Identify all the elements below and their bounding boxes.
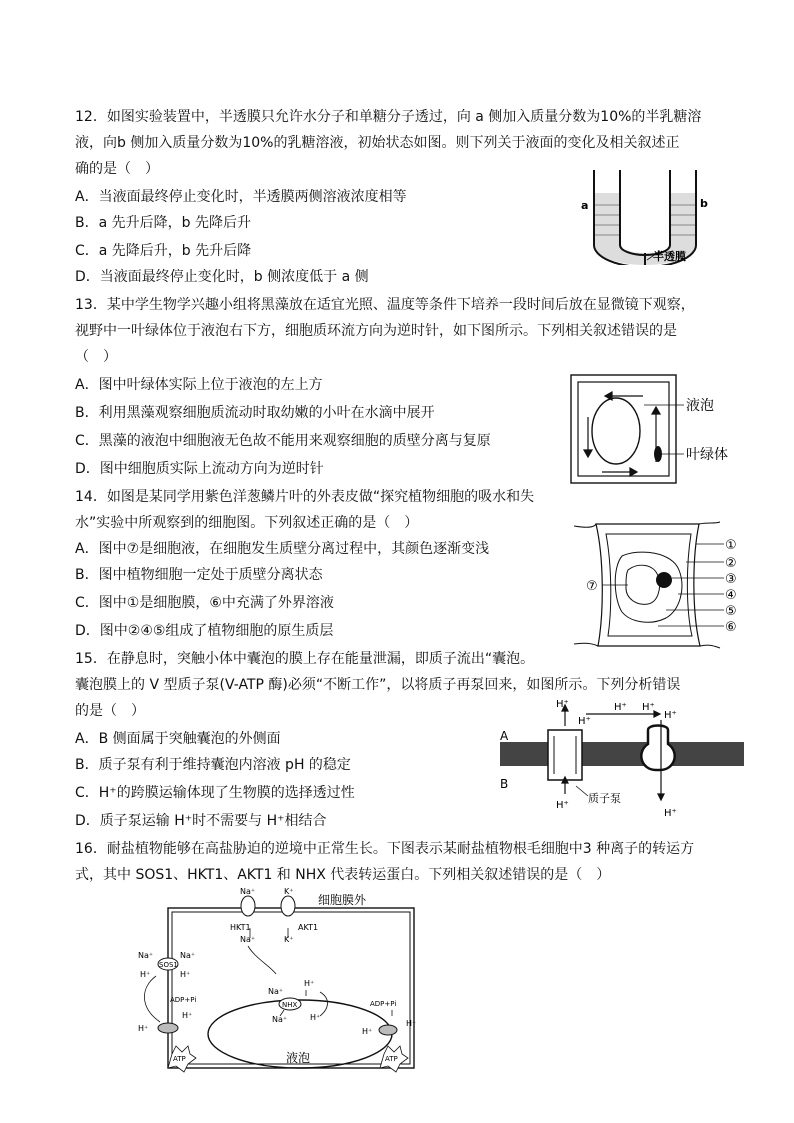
q15-proton-pump-figure xyxy=(496,696,746,822)
q13-stem-line1: 13．某中学生物学兴趣小组将黑藻放在适宜光照、温度等条件下培养一段时间后放在显微镜下观察， xyxy=(75,297,695,313)
q16-atp-right: ATP xyxy=(385,1055,398,1063)
q12-option-c: C．a 先降后升，b 先升后降 xyxy=(75,243,252,259)
q15-option-d: D．质子泵运输 H⁺时不需要与 H⁺相结合 xyxy=(75,813,327,829)
q15-option-c: C．H⁺的跨膜运输体现了生物膜的选择透过性 xyxy=(75,785,355,801)
q14-stem-line1: 14．如图是某同学用紫色洋葱鳞片叶的外表皮做“探究植物细胞的吸水和失 xyxy=(75,489,535,505)
q15-proton-mid2: H⁺ xyxy=(614,702,627,713)
q16-na-out: Na⁺ xyxy=(138,951,154,960)
q14-option-c: C．图中①是细胞膜，⑥中充满了外界溶液 xyxy=(75,595,334,611)
q15-proton-top: H⁺ xyxy=(556,699,569,710)
q16-k-in: K⁺ xyxy=(284,935,294,944)
q15-proton-right: H⁺ xyxy=(664,710,677,721)
q16-k-top: K⁺ xyxy=(284,888,294,896)
q14-option-d: D．图中②④⑤组成了植物细胞的原生质层 xyxy=(75,623,334,639)
q16-h-pump-in: H⁺ xyxy=(182,1011,193,1020)
q16-ion-transport-figure xyxy=(130,888,430,1076)
q16-label-vacuole: 液泡 xyxy=(286,1051,311,1065)
q16-label-sos1: SOS1 xyxy=(159,961,178,969)
q16-na-nhx-vac: Na⁺ xyxy=(272,1015,288,1024)
q12-label-membrane: 半透膜 xyxy=(653,250,686,263)
q15-option-a: A．B 侧面属于突触囊泡的外侧面 xyxy=(75,731,281,747)
q13-stem-line3: （ ） xyxy=(75,349,117,365)
q16-atp-left: ATP xyxy=(173,1055,186,1063)
q15-proton-mid3: H⁺ xyxy=(642,702,655,713)
q15-label-a: A xyxy=(500,729,509,743)
q13-option-a: A．图中叶绿体实际上位于液泡的左上方 xyxy=(75,377,323,393)
q14-plasmolysis-figure xyxy=(574,518,746,650)
q14-option-a: A．图中⑦是细胞液，在细胞发生质壁分离过程中，其颜色逐渐变浅 xyxy=(75,541,490,557)
q13-label-vacuole: 液泡 xyxy=(686,398,714,414)
q13-option-c: C．黑藻的液泡中细胞液无色故不能用来观察细胞的质壁分离与复原 xyxy=(75,433,491,449)
q14-label-1: ① xyxy=(725,538,737,553)
q12-label-b: b xyxy=(700,197,708,210)
q16-h-sos1-out: H⁺ xyxy=(140,970,151,979)
q16-adp-left: ADP+Pi xyxy=(170,996,197,1004)
q16-h-vpump-cyto: H⁺ xyxy=(406,1019,417,1028)
q15-stem-line2: 囊泡膜上的 V 型质子泵(V-ATP 酶)必须“不断工作”，以将质子再泵回来，如图所示。下列分析错误 xyxy=(75,677,681,693)
q16-h-nhx-cyto: H⁺ xyxy=(304,979,315,988)
q12-u-tube-figure xyxy=(575,165,715,265)
q16-h-nhx-vac: H⁺ xyxy=(310,1013,321,1022)
q13-option-b: B．利用黑藻观察细胞质流动时取幼嫩的小叶在水滴中展开 xyxy=(75,405,435,421)
q16-label-outside: 细胞膜外 xyxy=(318,893,367,907)
q16-na-nhx-cyto: Na⁺ xyxy=(268,987,284,996)
q16-na-top: Na⁺ xyxy=(240,888,256,896)
q16-h-vpump-vac: H⁺ xyxy=(362,1027,373,1036)
q14-label-6: ⑥ xyxy=(725,620,737,635)
q12-option-d: D．当液面最终停止变化时，b 侧浓度低于 a 侧 xyxy=(75,269,369,285)
q15-proton-out: H⁺ xyxy=(664,808,677,819)
q15-proton-mid1: H⁺ xyxy=(578,716,591,727)
q15-proton-bottom: H⁺ xyxy=(556,800,569,811)
q16-stem-line1: 16．耐盐植物能够在高盐胁迫的逆境中正常生长。下图表示某耐盐植物根毛细胞中3 种离子的转运方 xyxy=(75,841,695,857)
q12-stem-line2: 液，向b 侧加入质量分数为10%的乳糖溶液，初始状态如图。则下列关于液面的变化及相关叙述正 xyxy=(75,135,680,151)
q16-na-sos1-in: Na⁺ xyxy=(180,951,196,960)
q16-adp-right: ADP+Pi xyxy=(370,1000,397,1008)
q14-label-2: ② xyxy=(725,556,737,571)
q13-option-d: D．图中细胞质实际上流动方向为逆时针 xyxy=(75,461,324,477)
q14-label-3: ③ xyxy=(725,572,737,587)
q12-stem-line3: 确的是（ ） xyxy=(75,161,159,177)
q14-label-7: ⑦ xyxy=(586,579,598,594)
q16-label-akt1: AKT1 xyxy=(298,923,319,932)
q16-stem-line2: 式，其中 SOS1、HKT1、AKT1 和 NHX 代表转运蛋白。下列相关叙述错误的是（ ） xyxy=(75,867,611,883)
q13-stem-line2: 视野中一叶绿体位于液泡右下方，细胞质环流方向为逆时针，如下图所示。下列相关叙述错误的是 xyxy=(75,323,677,339)
q15-label-b: B xyxy=(500,777,509,791)
q12-option-b: B．a 先升后降，b 先降后升 xyxy=(75,215,251,231)
q14-option-b: B．图中植物细胞一定处于质壁分离状态 xyxy=(75,567,323,583)
q12-stem-line1: 12．如图实验装置中，半透膜只允许水分子和单糖分子透过，向 a 侧加入质量分数为10%的半乳糖溶 xyxy=(75,109,702,125)
q12-option-a: A．当液面最终停止变化时，半透膜两侧溶液浓度相等 xyxy=(75,189,407,205)
q12-label-a: a xyxy=(581,199,589,212)
q15-stem-line1: 15．在静息时，突触小体中囊泡的膜上存在能量泄漏，即质子流出“囊泡。 xyxy=(75,651,535,667)
q14-label-5: ⑤ xyxy=(725,604,737,619)
q16-h-sos1-in: H⁺ xyxy=(180,970,191,979)
q16-h-pump-out: H⁺ xyxy=(138,1024,149,1033)
q15-label-pump: 质子泵 xyxy=(588,792,621,805)
q14-label-4: ④ xyxy=(725,588,737,603)
q15-option-b: B．质子泵有利于维持囊泡内溶液 pH 的稳定 xyxy=(75,757,351,773)
q14-stem-line2: 水”实验中所观察到的细胞图。下列叙述正确的是（ ） xyxy=(75,515,419,531)
q16-label-nhx: NHX xyxy=(282,1001,298,1009)
q15-stem-line3: 的是（ ） xyxy=(75,703,145,719)
q13-cell-figure xyxy=(568,372,748,488)
q13-label-chloroplast: 叶绿体 xyxy=(686,447,728,463)
q16-label-hkt1: HKT1 xyxy=(230,923,251,932)
q16-na-in: Na⁺ xyxy=(240,935,256,944)
